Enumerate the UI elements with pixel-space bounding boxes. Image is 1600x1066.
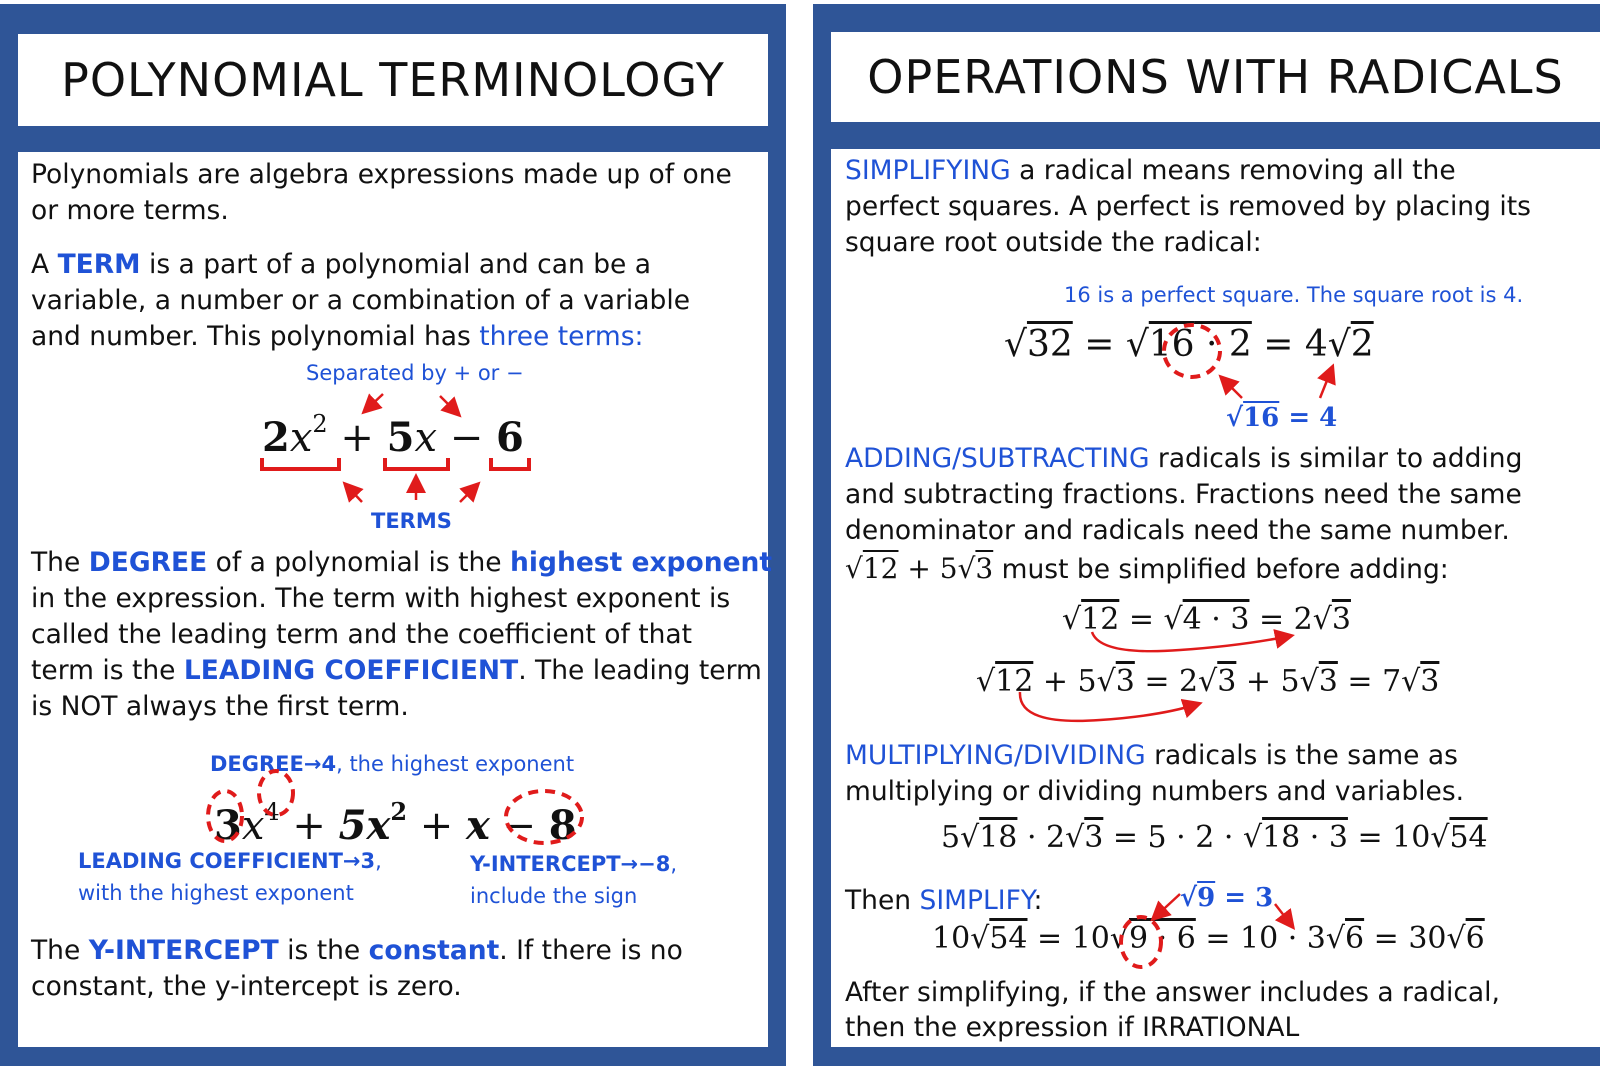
sqrt16-label: √16 = 4 [1226, 403, 1338, 433]
then-simplify: Then SIMPLIFY: [845, 885, 1043, 916]
multiplying-line-2: multiplying or dividing numbers and variables. [845, 776, 1465, 807]
y-intercept-line-1: The Y-INTERCEPT is the constant. If there is no [31, 935, 683, 966]
leading-coefficient-annotation: LEADING COEFFICIENT→3, [78, 849, 382, 873]
equation-simplify-54: 10√54 = 10√9 · 6 = 10 · 3√6 = 30√6 [932, 921, 1485, 956]
equation-sqrt32: √32 = √16 · 2 = 4√2 [1004, 324, 1374, 365]
final-line-2: then the expression if IRRATIONAL [845, 1012, 1300, 1043]
degree-line-5: is NOT always the first term. [31, 691, 409, 722]
y-intercept-line-2: constant, the y-intercept is zero. [31, 971, 462, 1002]
intro-line-2: or more terms. [31, 195, 229, 226]
term-line-3: and number. This polynomial has three terms: [31, 321, 644, 352]
equation-sum: √12 + 5√3 = 2√3 + 5√3 = 7√3 [976, 664, 1440, 699]
polynomial-example-1: $2x^2 + 5x - 6$ [262, 410, 524, 462]
left-title: POLYNOMIAL TERMINOLOGY [61, 53, 725, 107]
sqrt9-label: √9 = 3 [1180, 883, 1274, 913]
degree-line-2: in the expression. The term with highest exponent is [31, 583, 731, 614]
y-intercept-annotation-line-2: include the sign [470, 884, 638, 908]
degree-annotation: DEGREE→4, the highest exponent [210, 752, 575, 776]
adding-line-1: ADDING/SUBTRACTING radicals is similar to adding [845, 443, 1523, 474]
polynomial-example-2: $3x^4 + 5x^2 + x - 8$ [214, 797, 577, 850]
leading-coefficient-annotation-line-2: with the highest exponent [78, 881, 354, 905]
right-title-box [831, 32, 1600, 122]
degree-line-4: term is the LEADING COEFFICIENT. The leading term [31, 655, 762, 686]
degree-line-3: called the leading term and the coefficient of that [31, 619, 693, 650]
final-line-1: After simplifying, if the answer includes a radical, [845, 977, 1500, 1008]
terms-label: TERMS [371, 509, 452, 533]
adding-line-3: denominator and radicals need the same number. [845, 515, 1510, 546]
simplifying-line-3: square root outside the radical: [845, 227, 1262, 258]
term-line-1: A TERM is a part of a polynomial and can be a [31, 249, 651, 280]
left-title-box [18, 34, 768, 126]
adding-line-4: √12 + 5√3 must be simplified before adding: [845, 552, 1449, 585]
simplifying-line-2: perfect squares. A perfect is removed by placing its [845, 191, 1531, 222]
degree-line-1: The DEGREE of a polynomial is the highest exponent [31, 547, 773, 578]
multiplying-line-1: MULTIPLYING/DIVIDING radicals is the same as [845, 740, 1458, 771]
term-line-2: variable, a number or a combination of a variable [31, 285, 690, 316]
equation-product: 5√18 · 2√3 = 5 · 2 · √18 · 3 = 10√54 [941, 820, 1488, 855]
separated-label: Separated by + or − [306, 361, 524, 385]
perfect-square-note: 16 is a perfect square. The square root is 4. [1064, 283, 1524, 307]
right-title: OPERATIONS WITH RADICALS [867, 50, 1564, 104]
term-keyword: TERM [57, 249, 141, 280]
y-intercept-annotation: Y-INTERCEPT→−8, [470, 852, 678, 876]
adding-line-2: and subtracting fractions. Fractions need the same [845, 479, 1522, 510]
intro-line-1: Polynomials are algebra expressions made up of one [31, 159, 732, 190]
simplifying-line-1: SIMPLIFYING a radical means removing all the [845, 155, 1456, 186]
equation-sqrt12: √12 = √4 · 3 = 2√3 [1062, 602, 1351, 637]
